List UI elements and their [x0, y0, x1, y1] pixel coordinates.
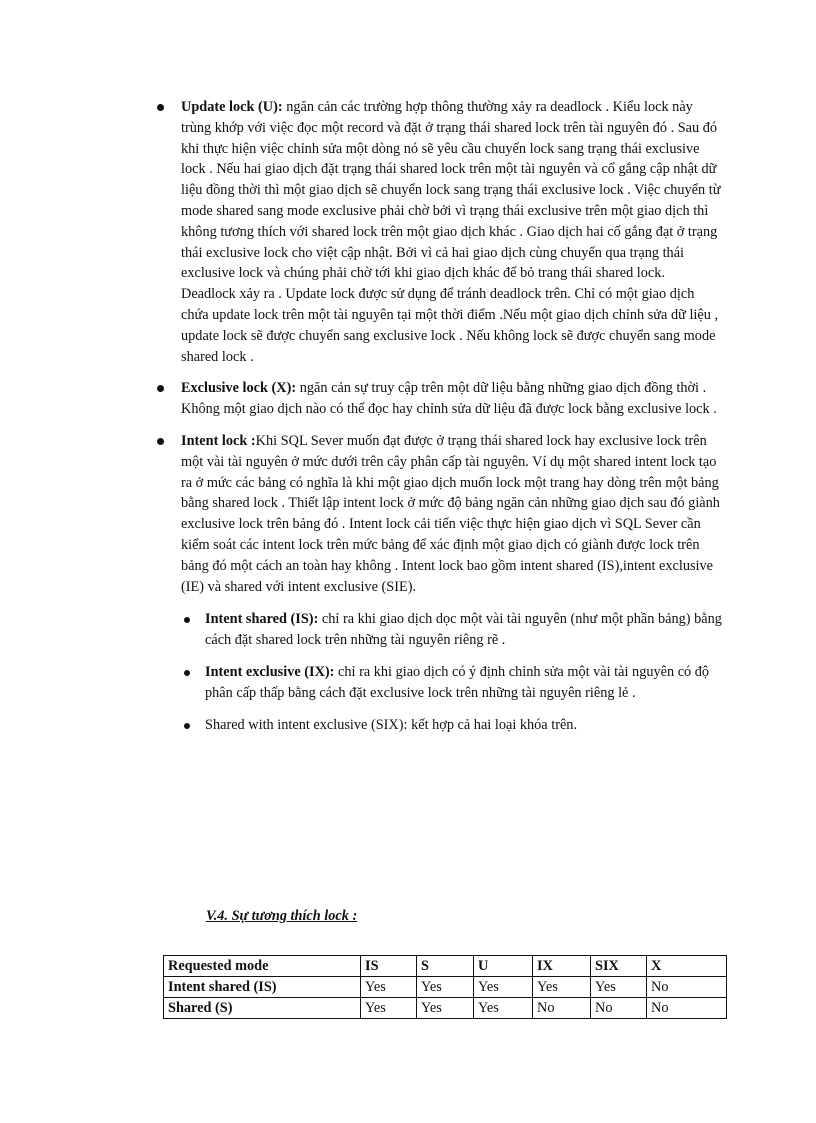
table-cell: Yes: [361, 998, 417, 1019]
header-is: IS: [361, 956, 417, 977]
lock-compatibility-table: [163, 955, 727, 1019]
table-cell: Yes: [474, 998, 533, 1019]
sub-bullet-intent-shared: [181, 609, 723, 651]
text-intent-exclusive: chỉ ra khi giao dịch có ý định chỉnh sửa một vài tài nguyên có độ phân cấp thấp bằng cách đặt exclusive lock trên những tài nguyên riêng lẻ .: [205, 663, 710, 701]
table-cell: Yes: [474, 977, 533, 998]
table-cell: Yes: [417, 998, 474, 1019]
row-label-intent-shared: Intent shared (IS): [164, 977, 361, 998]
header-x: X: [647, 956, 727, 977]
table-cell: No: [647, 977, 727, 998]
header-s: S: [417, 956, 474, 977]
term-exclusive-lock: Exclusive lock (X):: [181, 380, 297, 397]
text-six: Shared with intent exclusive (SIX): kết hợp cả hai loại khóa trên.: [205, 716, 578, 733]
bullet-exclusive-lock: [155, 378, 723, 420]
term-intent-lock: Intent lock :: [181, 432, 256, 449]
section-heading-lock-compatibility: V.4. Sự tương thích lock :: [206, 908, 358, 924]
table-cell: No: [591, 998, 647, 1019]
lock-types-list: [155, 97, 723, 735]
table-cell: No: [647, 998, 727, 1019]
table-cell: Yes: [533, 977, 591, 998]
sub-bullet-intent-exclusive: [181, 662, 723, 704]
table-row: [164, 998, 727, 1019]
row-label-shared: Shared (S): [164, 998, 361, 1019]
term-intent-exclusive: Intent exclusive (IX):: [205, 663, 335, 680]
term-intent-shared: Intent shared (IS):: [205, 611, 319, 628]
header-ix: IX: [533, 956, 591, 977]
sub-bullet-dot-icon: [184, 723, 190, 729]
sub-bullet-dot-icon: [184, 670, 190, 676]
text-update-lock: ngăn cản các trường hợp thông thường xảy ra deadlock . Kiểu lock này trùng khớp với việc đọc một record và đặt ở trạng thái shared lock trên tài nguyên đó . Sau đó khi thực hiện việc chỉnh sửa một dòng nó sẽ yêu cầu chuyển lock sang trạng thái exclusive lock . Nếu hai giao dịch đặt trạng thái shared lock trên một tài nguyên và cố gắng cập nhật dữ liệu đồng thời thì một giao dịch sẽ chuyển lock sang trạng thái exclusive lock . Việc chuyển từ mode shared sang mode exclusive phải chờ bởi vì trạng thái exclusive trên một giao dịch thì không tương thích với shared lock trên một giao dịch khác . Giao dịch hai cố gắng đạt ở trạng thái exclusive lock cho việt cập nhật. Bởi vì cả hai giao dịch cùng chuyển qua trạng thái exclusive lock và chúng phải chờ tới khi giao dịch khác để bỏ trang thái shared lock. Deadlock xảy ra . Update lock được sử dụng để tránh deadlock trên. Chỉ có một giao dịch chứa update lock trên một tài nguyên tại một thời điểm .Nếu một giao dịch chỉnh sửa dữ liệu , update lock sẽ được chuyển sang exclusive lock . Nếu không lock sẽ được chuyển sang mode shared lock .: [181, 99, 721, 365]
bullet-dot-icon: [157, 385, 164, 392]
header-requested-mode: Requested mode: [164, 956, 361, 977]
intent-lock-sublist: [181, 609, 723, 735]
bullet-update-lock: [155, 97, 723, 367]
table-row: [164, 977, 727, 998]
table-cell: Yes: [417, 977, 474, 998]
term-update-lock: Update lock (U):: [181, 99, 283, 115]
bullet-intent-lock: [155, 431, 723, 735]
text-intent-shared: chỉ ra khi giao dịch dọc một vài tài nguyên (như một phần bảng) bằng cách đặt shared lock trên những tài nguyên riêng rẽ .: [205, 611, 722, 649]
header-six: SIX: [591, 956, 647, 977]
bullet-dot-icon: [157, 438, 164, 445]
bullet-dot-icon: [157, 104, 164, 111]
sub-bullet-dot-icon: [184, 617, 190, 623]
body-content: [155, 97, 723, 746]
text-intent-lock: Khi SQL Sever muốn đạt được ở trạng thái shared lock hay exclusive lock trên một vài tài nguyên ở mức dưới trên cây phân cấp tài nguyên. Ví dụ một shared intent lock tạo ra ở mức các bảng có nghĩa là khi một giao dịch muốn lock một trang hay dòng trên một bảng bằng shared lock . Thiết lập intent lock ở mức độ bảng ngăn cản những giao dịch sau đó giành exclusive lock trên bảng đó . Intent lock cải tiến việc thực hiện giao dịch vì SQL Sever cần kiểm soát các intent lock trên mức bảng để xác định một giao dịch có giành được lock trên bảng đó một cách an toàn hay không . Intent lock bao gồm intent shared (IS),intent exclusive (IE) và shared với intent exclusive (SIE).: [181, 432, 720, 595]
table-cell: No: [533, 998, 591, 1019]
text-exclusive-lock: ngăn cản sự truy cập trên một dữ liệu bằng những giao dịch đồng thời . Không một giao dịch nào có thể đọc hay chỉnh sửa dữ liệu đã được lock bằng exclusive lock .: [181, 380, 717, 418]
header-u: U: [474, 956, 533, 977]
table-cell: Yes: [361, 977, 417, 998]
table-cell: Yes: [591, 977, 647, 998]
sub-bullet-shared-intent-exclusive: [181, 715, 723, 736]
table-header-row: [164, 956, 727, 977]
